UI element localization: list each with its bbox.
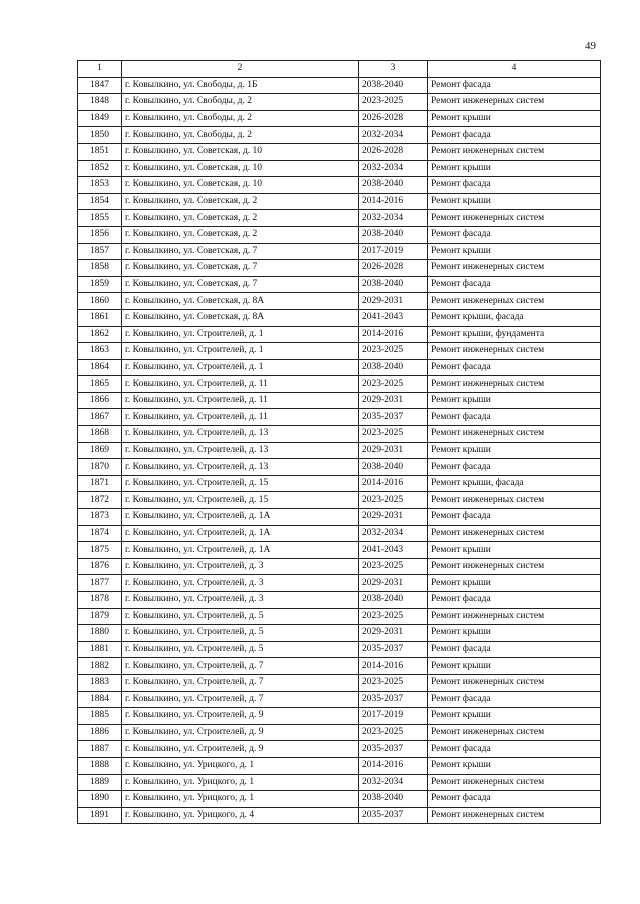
row-number-cell: 1875 [78,542,122,559]
table-row [78,276,601,293]
period-cell: 2026-2028 [359,110,428,127]
period-cell: 2041-2043 [359,309,428,326]
table-row [78,426,601,443]
table-row [78,77,601,94]
address-cell: г. Ковылкино, ул. Строителей, д. 3 [122,592,359,609]
work-type-cell: Ремонт инженерных систем [428,724,601,741]
row-number-cell: 1871 [78,475,122,492]
work-type-cell: Ремонт инженерных систем [428,94,601,111]
period-cell: 2014-2016 [359,326,428,343]
work-type-cell: Ремонт крыши [428,243,601,260]
table-row [78,558,601,575]
address-cell: г. Ковылкино, ул. Строителей, д. 5 [122,641,359,658]
work-type-cell: Ремонт фасада [428,177,601,194]
work-type-cell: Ремонт фасада [428,276,601,293]
table-row [78,177,601,194]
work-type-cell: Ремонт инженерных систем [428,426,601,443]
table-row [78,376,601,393]
address-cell: г. Ковылкино, ул. Советская, д. 7 [122,243,359,260]
table-row [78,110,601,127]
period-cell: 2017-2019 [359,243,428,260]
table-row [78,226,601,243]
table-row [78,309,601,326]
row-number-cell: 1889 [78,774,122,791]
work-type-cell: Ремонт инженерных систем [428,807,601,824]
period-cell: 2032-2034 [359,525,428,542]
period-cell: 2035-2037 [359,741,428,758]
page-number: 49 [585,40,596,52]
period-cell: 2038-2040 [359,459,428,476]
table-row [78,326,601,343]
address-cell: г. Ковылкино, ул. Свободы, д. 1Б [122,77,359,94]
address-cell: г. Ковылкино, ул. Советская, д. 7 [122,260,359,277]
table-row [78,343,601,360]
table-row [78,492,601,509]
table-row [78,459,601,476]
address-cell: г. Ковылкино, ул. Советская, д. 8А [122,293,359,310]
table-row [78,807,601,824]
address-cell: г. Ковылкино, ул. Советская, д. 7 [122,276,359,293]
table-row [78,509,601,526]
address-cell: г. Ковылкино, ул. Строителей, д. 1 [122,343,359,360]
work-type-cell: Ремонт крыши, фундамента [428,326,601,343]
work-type-cell: Ремонт крыши [428,542,601,559]
row-number-cell: 1878 [78,592,122,609]
column-header: 4 [428,61,601,78]
period-cell: 2035-2037 [359,409,428,426]
work-type-cell: Ремонт фасада [428,641,601,658]
row-number-cell: 1863 [78,343,122,360]
row-number-cell: 1857 [78,243,122,260]
period-cell: 2032-2034 [359,210,428,227]
work-type-cell: Ремонт крыши [428,392,601,409]
period-cell: 2023-2025 [359,608,428,625]
address-cell: г. Ковылкино, ул. Урицкого, д. 1 [122,757,359,774]
period-cell: 2029-2031 [359,509,428,526]
address-cell: г. Ковылкино, ул. Строителей, д. 3 [122,575,359,592]
work-type-cell: Ремонт фасада [428,226,601,243]
work-type-cell: Ремонт фасада [428,741,601,758]
address-cell: г. Ковылкино, ул. Строителей, д. 13 [122,459,359,476]
row-number-cell: 1849 [78,110,122,127]
table-row [78,359,601,376]
work-type-cell: Ремонт инженерных систем [428,674,601,691]
work-type-cell: Ремонт инженерных систем [428,608,601,625]
row-number-cell: 1847 [78,77,122,94]
row-number-cell: 1879 [78,608,122,625]
row-number-cell: 1854 [78,193,122,210]
period-cell: 2038-2040 [359,359,428,376]
row-number-cell: 1881 [78,641,122,658]
address-cell: г. Ковылкино, ул. Строителей, д. 11 [122,376,359,393]
period-cell: 2023-2025 [359,426,428,443]
address-cell: г. Ковылкино, ул. Строителей, д. 1 [122,326,359,343]
table-row [78,674,601,691]
column-header: 1 [78,61,122,78]
address-cell: г. Ковылкино, ул. Строителей, д. 11 [122,409,359,426]
address-cell: г. Ковылкино, ул. Строителей, д. 1 [122,359,359,376]
row-number-cell: 1856 [78,226,122,243]
row-number-cell: 1884 [78,691,122,708]
row-number-cell: 1848 [78,94,122,111]
table-row [78,94,601,111]
row-number-cell: 1887 [78,741,122,758]
row-number-cell: 1859 [78,276,122,293]
work-type-cell: Ремонт инженерных систем [428,376,601,393]
row-number-cell: 1870 [78,459,122,476]
row-number-cell: 1862 [78,326,122,343]
table-row [78,757,601,774]
period-cell: 2038-2040 [359,177,428,194]
period-cell: 2014-2016 [359,475,428,492]
table-row [78,293,601,310]
work-type-cell: Ремонт инженерных систем [428,492,601,509]
table-row [78,708,601,725]
address-cell: г. Ковылкино, ул. Урицкого, д. 4 [122,807,359,824]
row-number-cell: 1858 [78,260,122,277]
table-row [78,525,601,542]
table-row [78,691,601,708]
address-cell: г. Ковылкино, ул. Строителей, д. 7 [122,658,359,675]
work-type-cell: Ремонт фасада [428,791,601,808]
work-type-cell: Ремонт инженерных систем [428,210,601,227]
period-cell: 2023-2025 [359,558,428,575]
period-cell: 2035-2037 [359,641,428,658]
work-type-cell: Ремонт крыши, фасада [428,309,601,326]
table-row [78,260,601,277]
period-cell: 2014-2016 [359,658,428,675]
work-type-cell: Ремонт крыши [428,442,601,459]
row-number-cell: 1866 [78,392,122,409]
work-type-cell: Ремонт крыши [428,575,601,592]
period-cell: 2029-2031 [359,392,428,409]
row-number-cell: 1852 [78,160,122,177]
work-type-cell: Ремонт фасада [428,592,601,609]
column-header: 3 [359,61,428,78]
row-number-cell: 1883 [78,674,122,691]
address-cell: г. Ковылкино, ул. Строителей, д. 9 [122,708,359,725]
period-cell: 2014-2016 [359,193,428,210]
row-number-cell: 1860 [78,293,122,310]
table-row [78,774,601,791]
work-type-cell: Ремонт инженерных систем [428,260,601,277]
table-row [78,409,601,426]
work-type-cell: Ремонт фасада [428,127,601,144]
address-cell: г. Ковылкино, ул. Советская, д. 2 [122,226,359,243]
period-cell: 2038-2040 [359,226,428,243]
row-number-cell: 1873 [78,509,122,526]
address-cell: г. Ковылкино, ул. Советская, д. 2 [122,193,359,210]
table-row [78,658,601,675]
table-row [78,625,601,642]
work-type-cell: Ремонт инженерных систем [428,143,601,160]
period-cell: 2029-2031 [359,293,428,310]
address-cell: г. Ковылкино, ул. Советская, д. 10 [122,177,359,194]
address-cell: г. Ковылкино, ул. Строителей, д. 1А [122,525,359,542]
work-type-cell: Ремонт крыши [428,193,601,210]
repair-schedule-table [77,60,601,824]
period-cell: 2032-2034 [359,127,428,144]
table-row [78,575,601,592]
row-number-cell: 1864 [78,359,122,376]
work-type-cell: Ремонт инженерных систем [428,774,601,791]
table-row [78,392,601,409]
work-type-cell: Ремонт фасада [428,509,601,526]
period-cell: 2038-2040 [359,791,428,808]
period-cell: 2032-2034 [359,774,428,791]
period-cell: 2038-2040 [359,77,428,94]
period-cell: 2026-2028 [359,143,428,160]
table-row [78,724,601,741]
row-number-cell: 1885 [78,708,122,725]
row-number-cell: 1851 [78,143,122,160]
address-cell: г. Ковылкино, ул. Строителей, д. 9 [122,741,359,758]
period-cell: 2032-2034 [359,160,428,177]
work-type-cell: Ремонт крыши [428,160,601,177]
address-cell: г. Ковылкино, ул. Строителей, д. 3 [122,558,359,575]
work-type-cell: Ремонт фасада [428,409,601,426]
row-number-cell: 1877 [78,575,122,592]
address-cell: г. Ковылкино, ул. Строителей, д. 7 [122,674,359,691]
row-number-cell: 1872 [78,492,122,509]
work-type-cell: Ремонт крыши [428,757,601,774]
work-type-cell: Ремонт фасада [428,77,601,94]
row-number-cell: 1869 [78,442,122,459]
work-type-cell: Ремонт крыши [428,110,601,127]
table-row [78,160,601,177]
address-cell: г. Ковылкино, ул. Советская, д. 8А [122,309,359,326]
table-row [78,608,601,625]
row-number-cell: 1853 [78,177,122,194]
period-cell: 2023-2025 [359,376,428,393]
row-number-cell: 1891 [78,807,122,824]
table-row [78,475,601,492]
work-type-cell: Ремонт крыши [428,658,601,675]
work-type-cell: Ремонт фасада [428,359,601,376]
period-cell: 2026-2028 [359,260,428,277]
row-number-cell: 1867 [78,409,122,426]
table-row [78,243,601,260]
address-cell: г. Ковылкино, ул. Строителей, д. 13 [122,442,359,459]
period-cell: 2023-2025 [359,94,428,111]
address-cell: г. Ковылкино, ул. Строителей, д. 15 [122,492,359,509]
period-cell: 2038-2040 [359,592,428,609]
address-cell: г. Ковылкино, ул. Строителей, д. 11 [122,392,359,409]
row-number-cell: 1865 [78,376,122,393]
period-cell: 2029-2031 [359,575,428,592]
period-cell: 2023-2025 [359,492,428,509]
table-body [78,77,601,824]
address-cell: г. Ковылкино, ул. Свободы, д. 2 [122,94,359,111]
table-row [78,442,601,459]
address-cell: г. Ковылкино, ул. Урицкого, д. 1 [122,791,359,808]
table-row [78,210,601,227]
work-type-cell: Ремонт крыши [428,625,601,642]
address-cell: г. Ковылкино, ул. Строителей, д. 5 [122,608,359,625]
table-row [78,193,601,210]
address-cell: г. Ковылкино, ул. Строителей, д. 1А [122,509,359,526]
address-cell: г. Ковылкино, ул. Строителей, д. 13 [122,426,359,443]
table-header-row [78,61,601,78]
row-number-cell: 1855 [78,210,122,227]
row-number-cell: 1888 [78,757,122,774]
row-number-cell: 1850 [78,127,122,144]
table-row [78,127,601,144]
row-number-cell: 1882 [78,658,122,675]
work-type-cell: Ремонт инженерных систем [428,525,601,542]
address-cell: г. Ковылкино, ул. Советская, д. 2 [122,210,359,227]
row-number-cell: 1880 [78,625,122,642]
work-type-cell: Ремонт крыши [428,708,601,725]
work-type-cell: Ремонт инженерных систем [428,293,601,310]
period-cell: 2023-2025 [359,724,428,741]
period-cell: 2017-2019 [359,708,428,725]
address-cell: г. Ковылкино, ул. Урицкого, д. 1 [122,774,359,791]
row-number-cell: 1886 [78,724,122,741]
column-header: 2 [122,61,359,78]
table-row [78,791,601,808]
table-row [78,592,601,609]
period-cell: 2035-2037 [359,691,428,708]
address-cell: г. Ковылкино, ул. Строителей, д. 9 [122,724,359,741]
row-number-cell: 1876 [78,558,122,575]
row-number-cell: 1868 [78,426,122,443]
period-cell: 2029-2031 [359,442,428,459]
row-number-cell: 1874 [78,525,122,542]
table-row [78,542,601,559]
row-number-cell: 1861 [78,309,122,326]
address-cell: г. Ковылкино, ул. Свободы, д. 2 [122,110,359,127]
work-type-cell: Ремонт инженерных систем [428,558,601,575]
table-row [78,641,601,658]
table-row [78,143,601,160]
address-cell: г. Ковылкино, ул. Советская, д. 10 [122,160,359,177]
address-cell: г. Ковылкино, ул. Свободы, д. 2 [122,127,359,144]
address-cell: г. Ковылкино, ул. Строителей, д. 15 [122,475,359,492]
address-cell: г. Ковылкино, ул. Строителей, д. 7 [122,691,359,708]
period-cell: 2041-2043 [359,542,428,559]
address-cell: г. Ковылкино, ул. Строителей, д. 5 [122,625,359,642]
work-type-cell: Ремонт инженерных систем [428,343,601,360]
period-cell: 2038-2040 [359,276,428,293]
work-type-cell: Ремонт крыши, фасада [428,475,601,492]
period-cell: 2014-2016 [359,757,428,774]
address-cell: г. Ковылкино, ул. Строителей, д. 1А [122,542,359,559]
row-number-cell: 1890 [78,791,122,808]
work-type-cell: Ремонт фасада [428,459,601,476]
address-cell: г. Ковылкино, ул. Советская, д. 10 [122,143,359,160]
work-type-cell: Ремонт фасада [428,691,601,708]
period-cell: 2023-2025 [359,674,428,691]
period-cell: 2035-2037 [359,807,428,824]
period-cell: 2023-2025 [359,343,428,360]
table-row [78,741,601,758]
period-cell: 2029-2031 [359,625,428,642]
